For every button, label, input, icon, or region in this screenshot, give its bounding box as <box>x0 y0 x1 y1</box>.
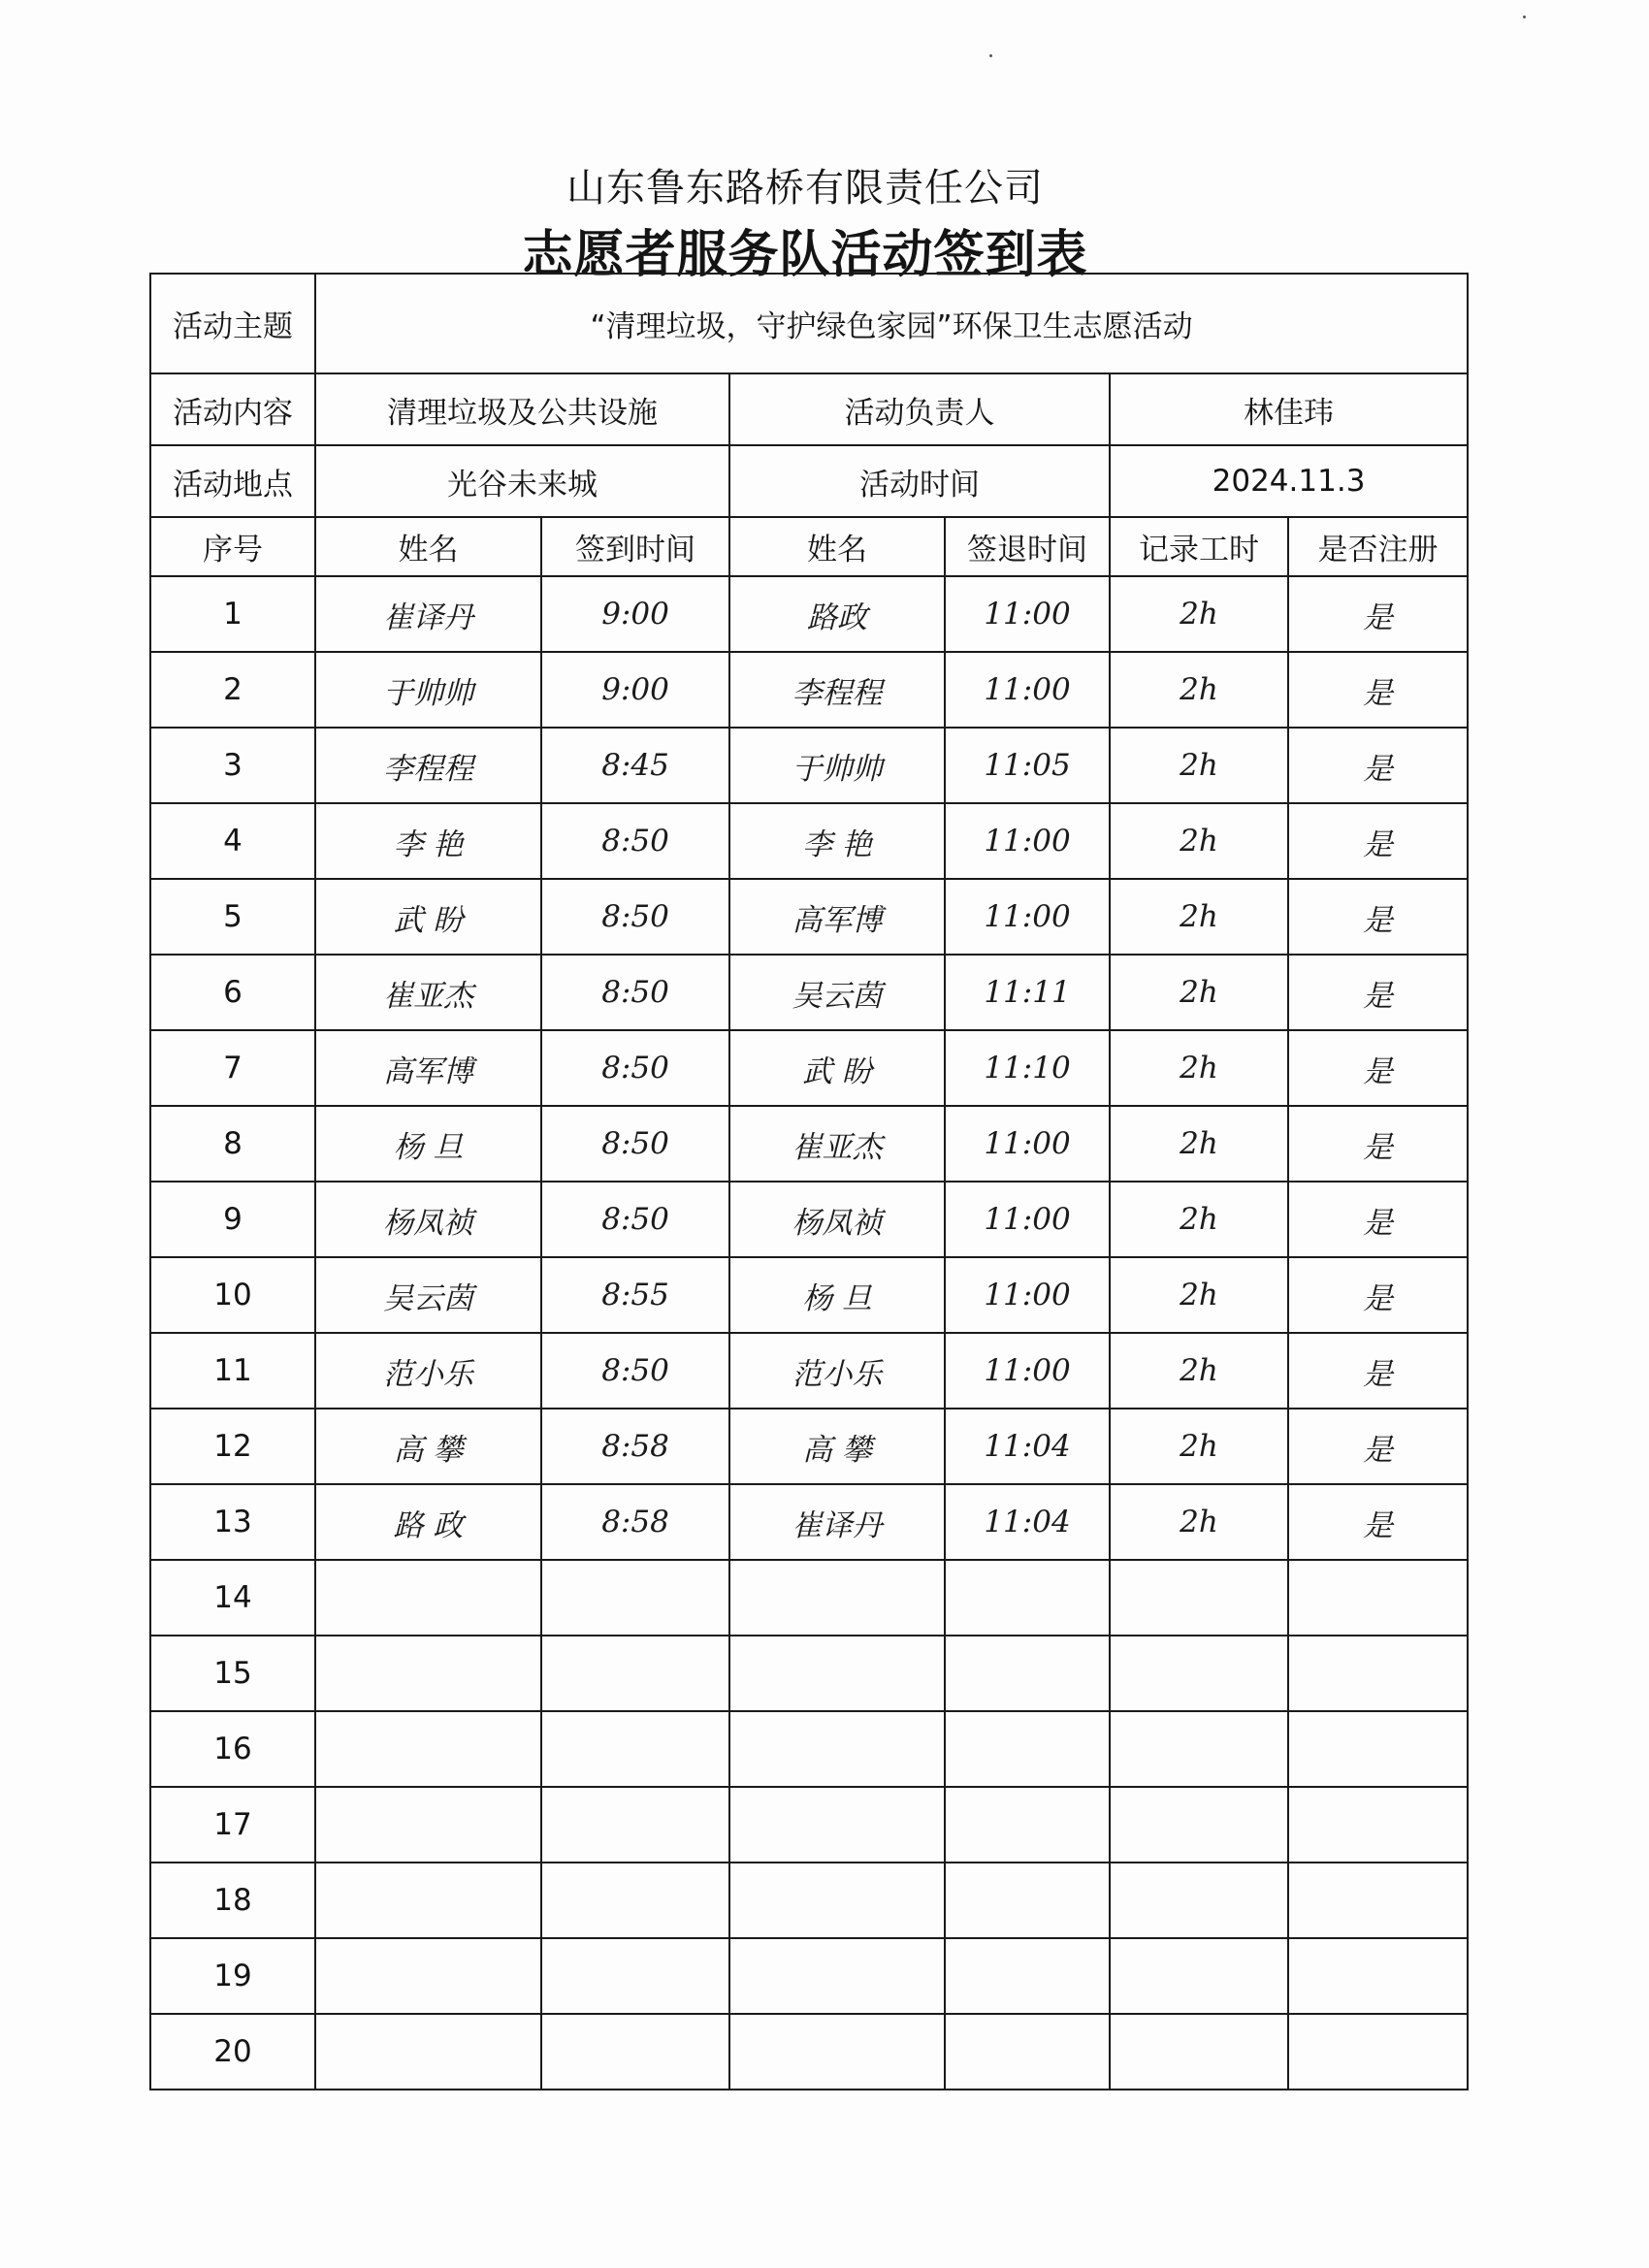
sign-in-time: 8:55 <box>541 1257 729 1333</box>
row-number: 15 <box>150 1636 315 1711</box>
sign-out-time <box>945 1938 1110 2014</box>
sign-in-time: 8:45 <box>541 728 729 803</box>
sign-in-name <box>315 1938 541 2014</box>
sign-in-time <box>541 1787 729 1863</box>
row-number: 12 <box>150 1409 315 1484</box>
registered-status: 是 <box>1288 1257 1468 1333</box>
sign-in-name: 李 艳 <box>315 803 541 879</box>
recorded-hours <box>1110 2014 1288 2090</box>
sign-in-name: 崔亚杰 <box>315 955 541 1030</box>
sign-out-name: 崔译丹 <box>729 1484 945 1560</box>
recorded-hours <box>1110 1636 1288 1711</box>
sign-in-name: 于帅帅 <box>315 652 541 728</box>
sign-out-name: 崔亚杰 <box>729 1106 945 1182</box>
sign-in-name <box>315 1787 541 1863</box>
time-value: 2024.11.3 <box>1110 445 1468 517</box>
sign-out-time: 11:10 <box>945 1030 1110 1106</box>
row-number: 13 <box>150 1484 315 1560</box>
sign-out-name: 武 盼 <box>729 1030 945 1106</box>
recorded-hours: 2h <box>1110 1484 1288 1560</box>
table-row <box>150 1560 1468 1636</box>
registered-status: 是 <box>1288 652 1468 728</box>
recorded-hours: 2h <box>1110 803 1288 879</box>
leader-label: 活动负责人 <box>729 373 1110 445</box>
recorded-hours <box>1110 1787 1288 1863</box>
table-row <box>150 1636 1468 1711</box>
leader-value: 林佳玮 <box>1110 373 1468 445</box>
content-label: 活动内容 <box>150 373 315 445</box>
row-number: 18 <box>150 1863 315 1938</box>
recorded-hours <box>1110 1938 1288 2014</box>
table-row <box>150 1257 1468 1333</box>
row-number: 10 <box>150 1257 315 1333</box>
recorded-hours: 2h <box>1110 1409 1288 1484</box>
sign-in-time: 9:00 <box>541 576 729 652</box>
row-number: 14 <box>150 1560 315 1636</box>
recorded-hours <box>1110 1863 1288 1938</box>
row-number: 6 <box>150 955 315 1030</box>
table-row <box>150 803 1468 879</box>
theme-value: “清理垃圾，守护绿色家园”环保卫生志愿活动 <box>315 274 1468 373</box>
sign-out-time: 11:00 <box>945 879 1110 955</box>
sign-in-time: 8:50 <box>541 803 729 879</box>
registered-status: 是 <box>1288 576 1468 652</box>
sign-in-time: 8:58 <box>541 1484 729 1560</box>
sign-out-time: 11:00 <box>945 652 1110 728</box>
sign-in-name: 李程程 <box>315 728 541 803</box>
sign-in-time <box>541 1938 729 2014</box>
col-header-sign-in-time: 签到时间 <box>541 517 729 576</box>
sign-out-time <box>945 2014 1110 2090</box>
sign-in-table <box>149 273 1469 2090</box>
row-number: 7 <box>150 1030 315 1106</box>
recorded-hours: 2h <box>1110 1106 1288 1182</box>
col-header-registered: 是否注册 <box>1288 517 1468 576</box>
sign-in-time <box>541 1711 729 1787</box>
sign-in-time: 8:50 <box>541 1030 729 1106</box>
table-row <box>150 1182 1468 1257</box>
content-value: 清理垃圾及公共设施 <box>315 373 729 445</box>
sign-in-name <box>315 1863 541 1938</box>
row-number: 19 <box>150 1938 315 2014</box>
column-header-row <box>150 517 1468 576</box>
registered-status: 是 <box>1288 1409 1468 1484</box>
sign-out-time: 11:04 <box>945 1409 1110 1484</box>
sign-out-name: 高军博 <box>729 879 945 955</box>
registered-status <box>1288 1711 1468 1787</box>
sign-out-name: 李程程 <box>729 652 945 728</box>
table-row <box>150 2014 1468 2090</box>
sign-in-time <box>541 2014 729 2090</box>
recorded-hours: 2h <box>1110 1333 1288 1409</box>
company-name: 山东鲁东路桥有限责任公司 <box>566 166 1044 211</box>
sign-in-name: 崔译丹 <box>315 576 541 652</box>
col-header-name-in: 姓名 <box>315 517 541 576</box>
sign-out-name <box>729 1863 945 1938</box>
scan-speck <box>1523 16 1526 18</box>
sign-in-time: 8:50 <box>541 879 729 955</box>
sign-out-name: 吴云茵 <box>729 955 945 1030</box>
recorded-hours <box>1110 1711 1288 1787</box>
sign-out-name: 杨 旦 <box>729 1257 945 1333</box>
sign-in-name <box>315 1636 541 1711</box>
table-row <box>150 1938 1468 2014</box>
sign-in-time: 8:50 <box>541 955 729 1030</box>
table-row <box>150 1409 1468 1484</box>
table-row <box>150 1106 1468 1182</box>
sign-in-name: 吴云茵 <box>315 1257 541 1333</box>
sign-in-time <box>541 1863 729 1938</box>
sign-out-time: 11:00 <box>945 1257 1110 1333</box>
recorded-hours: 2h <box>1110 652 1288 728</box>
row-number: 20 <box>150 2014 315 2090</box>
sign-out-time <box>945 1863 1110 1938</box>
sign-out-time <box>945 1711 1110 1787</box>
table-row <box>150 576 1468 652</box>
registered-status: 是 <box>1288 1030 1468 1106</box>
sign-out-time: 11:00 <box>945 803 1110 879</box>
sign-out-time: 11:00 <box>945 1182 1110 1257</box>
sign-in-name <box>315 1711 541 1787</box>
table-row <box>150 1030 1468 1106</box>
sign-in-time: 8:50 <box>541 1182 729 1257</box>
row-number: 3 <box>150 728 315 803</box>
row-number: 8 <box>150 1106 315 1182</box>
table-row <box>150 879 1468 955</box>
row-number: 2 <box>150 652 315 728</box>
row-number: 9 <box>150 1182 315 1257</box>
content-row <box>150 373 1468 445</box>
registered-status <box>1288 1560 1468 1636</box>
registered-status: 是 <box>1288 1106 1468 1182</box>
location-value: 光谷未来城 <box>315 445 729 517</box>
registered-status <box>1288 2014 1468 2090</box>
theme-row <box>150 274 1468 373</box>
sign-in-name <box>315 2014 541 2090</box>
table-row <box>150 1484 1468 1560</box>
registered-status: 是 <box>1288 1182 1468 1257</box>
form-title: 志愿者服务队活动签到表 <box>522 225 1088 284</box>
theme-label: 活动主题 <box>150 274 315 373</box>
sign-in-time: 8:50 <box>541 1106 729 1182</box>
row-number: 4 <box>150 803 315 879</box>
time-label: 活动时间 <box>729 445 1110 517</box>
table-row <box>150 652 1468 728</box>
sign-out-name: 于帅帅 <box>729 728 945 803</box>
sign-out-time: 11:00 <box>945 576 1110 652</box>
sign-in-name: 武 盼 <box>315 879 541 955</box>
recorded-hours: 2h <box>1110 955 1288 1030</box>
registered-status <box>1288 1938 1468 2014</box>
table-row <box>150 1711 1468 1787</box>
data-rows <box>150 576 1468 2090</box>
location-row <box>150 445 1468 517</box>
table-row <box>150 1333 1468 1409</box>
sign-out-time: 11:04 <box>945 1484 1110 1560</box>
sign-out-time <box>945 1560 1110 1636</box>
col-header-hours: 记录工时 <box>1110 517 1288 576</box>
sign-in-name: 范小乐 <box>315 1333 541 1409</box>
sign-in-time <box>541 1560 729 1636</box>
table-row <box>150 955 1468 1030</box>
sign-out-time: 11:00 <box>945 1106 1110 1182</box>
registered-status <box>1288 1863 1468 1938</box>
sign-out-name <box>729 1711 945 1787</box>
sign-out-time <box>945 1636 1110 1711</box>
sign-in-time <box>541 1636 729 1711</box>
recorded-hours <box>1110 1560 1288 1636</box>
sign-out-time: 11:05 <box>945 728 1110 803</box>
recorded-hours: 2h <box>1110 728 1288 803</box>
row-number: 16 <box>150 1711 315 1787</box>
sign-out-name: 高 攀 <box>729 1409 945 1484</box>
sign-out-name <box>729 1560 945 1636</box>
registered-status <box>1288 1636 1468 1711</box>
table-row <box>150 1787 1468 1863</box>
sign-in-name: 高军博 <box>315 1030 541 1106</box>
sign-out-name <box>729 1787 945 1863</box>
row-number: 11 <box>150 1333 315 1409</box>
sign-in-time: 8:58 <box>541 1409 729 1484</box>
sign-in-time: 8:50 <box>541 1333 729 1409</box>
registered-status: 是 <box>1288 879 1468 955</box>
sign-in-time: 9:00 <box>541 652 729 728</box>
sign-out-time: 11:00 <box>945 1333 1110 1409</box>
sign-out-name <box>729 1636 945 1711</box>
sign-out-time: 11:11 <box>945 955 1110 1030</box>
recorded-hours: 2h <box>1110 1182 1288 1257</box>
recorded-hours: 2h <box>1110 1030 1288 1106</box>
registered-status: 是 <box>1288 728 1468 803</box>
table-row <box>150 728 1468 803</box>
registered-status: 是 <box>1288 1333 1468 1409</box>
registered-status <box>1288 1787 1468 1863</box>
recorded-hours: 2h <box>1110 1257 1288 1333</box>
sign-in-name: 路 政 <box>315 1484 541 1560</box>
sign-in-name: 杨凤祯 <box>315 1182 541 1257</box>
col-header-sign-out-time: 签退时间 <box>945 517 1110 576</box>
sign-out-name <box>729 2014 945 2090</box>
sign-out-name: 范小乐 <box>729 1333 945 1409</box>
sign-in-name: 杨 旦 <box>315 1106 541 1182</box>
table-row <box>150 1863 1468 1938</box>
col-header-name-out: 姓名 <box>729 517 945 576</box>
recorded-hours: 2h <box>1110 879 1288 955</box>
scan-speck <box>989 54 992 57</box>
recorded-hours: 2h <box>1110 576 1288 652</box>
col-header-number: 序号 <box>150 517 315 576</box>
row-number: 5 <box>150 879 315 955</box>
sign-in-name <box>315 1560 541 1636</box>
registered-status: 是 <box>1288 1484 1468 1560</box>
registered-status: 是 <box>1288 803 1468 879</box>
sign-out-name: 路政 <box>729 576 945 652</box>
row-number: 17 <box>150 1787 315 1863</box>
sign-out-name <box>729 1938 945 2014</box>
sign-out-name: 李 艳 <box>729 803 945 879</box>
sign-out-name: 杨凤祯 <box>729 1182 945 1257</box>
location-label: 活动地点 <box>150 445 315 517</box>
row-number: 1 <box>150 576 315 652</box>
registered-status: 是 <box>1288 955 1468 1030</box>
sign-in-name: 高 攀 <box>315 1409 541 1484</box>
sign-out-time <box>945 1787 1110 1863</box>
